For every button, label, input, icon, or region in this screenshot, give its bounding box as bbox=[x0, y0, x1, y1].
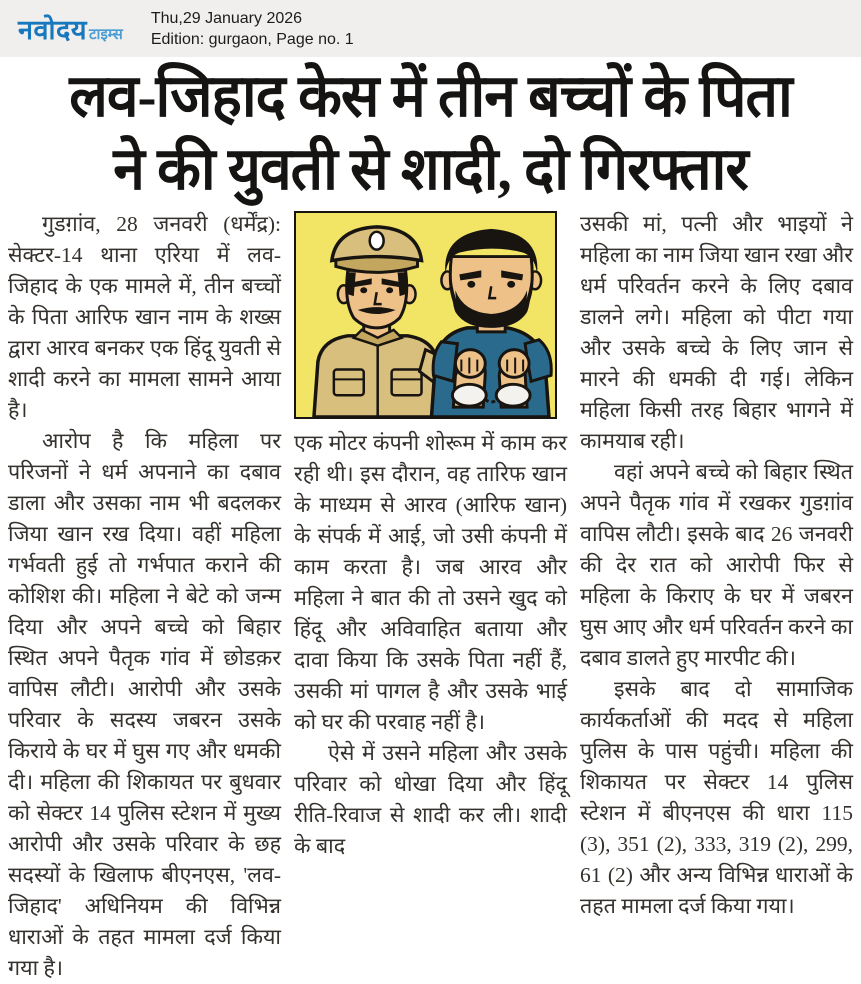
masthead-bar bbox=[0, 0, 861, 57]
paragraph: वहां अपने बच्चे को बिहार स्थित अपने पैतृक गांव में रखकर गुडग़ांव वापिस लौटी। इसके बाद 26 जनवरी की देर रात को आरोपी फिर से महिला के किराए के घर में जबरन घुस आए और धर्म परिवर्तन करने का दबाव डालते हुए मारपीट की। bbox=[580, 460, 853, 670]
date-line: Thu,29 January 2026 bbox=[150, 9, 303, 27]
logo-sub-text: टाइम्स bbox=[89, 26, 123, 43]
paragraph: ऐसे में उसने महिला और उसके परिवार को धोखा दिया और हिंदू रीति-रिवाज से शादी कर ली। शादी के बाद bbox=[294, 741, 567, 858]
logo-main-text: नवोदय bbox=[18, 15, 87, 45]
paragraph: गुडग़ांव, 28 जनवरी (धर्मेंद्र): सेक्टर-14 थाना एरिया में लव-जिहाद के एक मामले में, तीन बच्चों के पिता आरिफ खान नाम के शख्स द्वारा आरव बनकर एक हिंदू युवती से शादी करने का मामला सामने आया है। bbox=[8, 212, 281, 422]
paragraph: आरोप है कि महिला पर परिजनों ने धर्म अपनाने का दबाव डाला और उसका नाम भी बदलकर जिया खान रख दिया। वहीं महिला गर्भवती हुई तो गर्भपात कराने की कोशिश की। महिला ने बेटे को जन्म दिया और अपने बच्चे को बिहार स्थित अपने पैतृक गांव में छोडक़र वापिस लौटी। आरोपी और उसके परिवार के सदस्य जबरन उसके किराये के घर में घुस गए और धमकी दी। महिला की शिकायत पर बुधवार को सेक्टर 14 पुलिस स्टेशन में मुख्य आरोपी और उसके परिवार के छह सदस्यों के खिलाफ बीएनएस, 'लव-जिहाद' अधिनियम की विभिन्न धाराओं के तहत मामला दर्ज किया गया है। bbox=[8, 429, 281, 980]
article-body bbox=[0, 205, 861, 980]
article-headline bbox=[0, 57, 861, 205]
newspaper-logo bbox=[18, 10, 123, 47]
paragraph: उसकी मां, पत्नी और भाइयों ने महिला का नाम जिया खान रखा और धर्म परिवर्तन करने के लिए दबाव डालने लगे। महिला को पीटा गया और उसके बच्चे के लिए जान से मारने की धमकी दी गई। लेकिन महिला किसी तरह बिहार भागने में कामयाब रही। bbox=[580, 212, 853, 453]
article-column-right bbox=[580, 209, 853, 918]
arrest-illustration bbox=[294, 211, 557, 419]
headline-line-2: ने की युवती से शादी, दो गिरफ्तार bbox=[113, 137, 748, 203]
article-column-left bbox=[8, 209, 281, 980]
paragraph: इसके बाद दो सामाजिक कार्यकर्ताओं की मदद से महिला पुलिस के पास पहुंची। महिला की शिकायत पर सेक्टर 14 पुलिस स्टेशन में बीएनएस की धारा 115 (3), 351 (2), 333, 319 (2), 299, 61 (2) और अन्य विभिन्न धाराओं के तहत मामला दर्ज किया गया। bbox=[580, 677, 853, 918]
edition-info bbox=[151, 8, 354, 50]
headline-line-1: लव-जिहाद केस में तीन बच्चों के पिता bbox=[69, 64, 792, 130]
edition-line: Edition: gurgaon, Page no. 1 bbox=[150, 30, 354, 48]
article-column-middle bbox=[294, 209, 567, 858]
paragraph: एक मोटर कंपनी शोरूम में काम कर रही थी। इस दौरान, वह तारिफ खान के माध्यम से आरव (आरिफ खान) के संपर्क में आई, जो उसी कंपनी में काम करता है। जब आरव और महिला ने बात की तो उसने खुद को हिंदू और अविवाहित बताया और दावा किया कि उसके पिता नहीं हैं, उसकी मां पागल है और उसके भाई को घर की परवाह नहीं है। bbox=[294, 431, 567, 734]
